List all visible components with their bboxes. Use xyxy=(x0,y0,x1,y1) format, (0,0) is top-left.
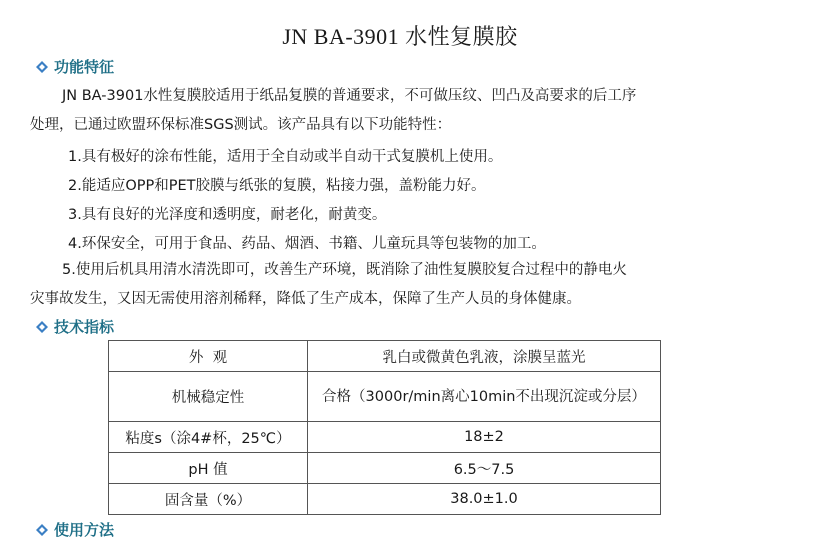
spec-value: 38.0±1.0 xyxy=(308,484,661,515)
feature-item-3: 3.具有良好的光泽度和透明度，耐老化，耐黄变。 xyxy=(68,207,387,223)
features-intro xyxy=(30,82,810,140)
table-row xyxy=(109,341,661,372)
intro-line-1: JN BA-3901水性复膜胶适用于纸品复膜的普通要求，不可做压纹、凹凸及高要求的后工序 xyxy=(62,88,637,104)
feature-item-5 xyxy=(30,256,810,314)
table-row xyxy=(109,422,661,453)
section-heading-label: 功能特征 xyxy=(54,58,115,76)
diamond-icon xyxy=(36,61,48,73)
table-row xyxy=(109,372,661,422)
table-row xyxy=(109,453,661,484)
feature-item-5-line-2: 灾事故发生，又因无需使用溶剂稀释，降低了生产成本，保障了生产人员的身体健康。 xyxy=(30,291,581,307)
spec-key: 外 观 xyxy=(109,341,308,372)
spec-value: 乳白或微黄色乳液，涂膜呈蓝光 xyxy=(308,341,661,372)
page-title: JN BA-3901 水性复膜胶 xyxy=(282,24,518,49)
feature-item-1: 1.具有极好的涂布性能，适用于全自动或半自动干式复膜机上使用。 xyxy=(68,149,503,165)
spec-key: pH 值 xyxy=(109,453,308,484)
spec-key: 固含量（%） xyxy=(109,484,308,515)
spec-table xyxy=(108,340,661,515)
spec-value: 合格（3000r/min离心10min不出现沉淀或分层） xyxy=(308,372,661,422)
spec-value: 6.5～7.5 xyxy=(308,453,661,484)
feature-item-2: 2.能适应OPP和PET胶膜与纸张的复膜，粘接力强，盖粉能力好。 xyxy=(68,178,486,194)
diamond-icon xyxy=(36,524,48,536)
spec-value: 18±2 xyxy=(308,422,661,453)
table-row xyxy=(109,484,661,515)
intro-line-2: 处理，已通过欧盟环保标准SGS测试。该产品具有以下功能特性： xyxy=(30,117,452,133)
section-heading-features xyxy=(36,56,114,77)
section-heading-label: 技术指标 xyxy=(54,318,115,336)
section-heading-label: 使用方法 xyxy=(54,521,115,539)
feature-item-4: 4.环保安全，可用于食品、药品、烟酒、书籍、儿童玩具等包装物的加工。 xyxy=(68,236,546,252)
diamond-icon xyxy=(36,321,48,333)
feature-item-5-line-1: 5.使用后机具用清水清洗即可，改善生产环境，既消除了油性复膜胶复合过程中的静电火 xyxy=(62,262,627,278)
spec-key: 机械稳定性 xyxy=(109,372,308,422)
section-heading-specs xyxy=(36,316,114,337)
section-heading-usage xyxy=(36,519,114,540)
spec-key: 粘度s（涂4#杯，25℃） xyxy=(109,422,308,453)
